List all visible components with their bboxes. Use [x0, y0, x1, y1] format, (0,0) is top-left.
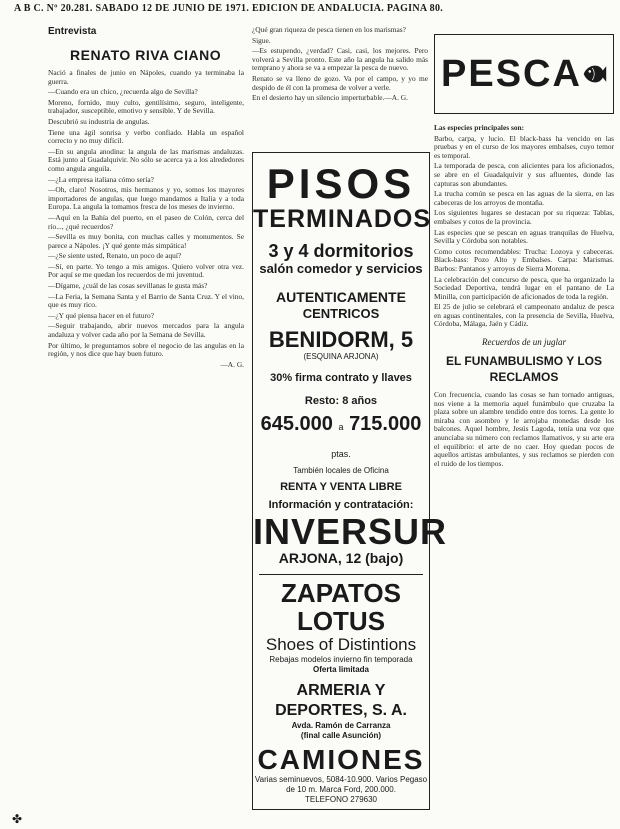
price-to: 715.000: [349, 413, 422, 435]
paragraph: Renato se va lleno de gozo. Va por el campo, y yo me despido de él con la promesa de volver a verle.: [252, 73, 428, 92]
real-estate-advert: [252, 152, 448, 810]
shoes-brand: ZAPATOS LOTUS: [281, 578, 401, 636]
paragraph: Sigue.: [252, 35, 271, 45]
paragraph: —Sí, en parte. Yo tengo a mis amigos. Quiero volver otra vez. Por aquí se me quedan los recuerdos de mi juventud.: [48, 261, 244, 280]
advert-subtitle: TERMINADOS: [253, 205, 432, 233]
advert-quality-sub: CENTRICOS: [302, 306, 380, 321]
paragraph: Las especies que se pescan en aguas tranquilas de Huelva, Sevilla y Córdoba son notables.: [434, 227, 614, 246]
interview-headline: RENATO RIVA CIANO: [70, 47, 222, 63]
trucks-title: CAMIONES: [257, 744, 425, 775]
page-ornament: ✤: [12, 812, 23, 826]
advert-quality: AUTENTICAMENTE: [276, 289, 406, 305]
continuation-column: [252, 26, 428, 105]
advert-rooms-sub: salón comedor y servicios: [259, 261, 423, 276]
price-joiner: a: [338, 422, 344, 432]
story-title: EL FUNAMBULISMO Y LOS RECLAMOS: [445, 354, 602, 385]
paragraph: En el desierto hay un silencio imperturbable.—A. G.: [252, 93, 408, 103]
paragraph: La temporada de pesca, con alicientes para los aficionados, se abre en el Guadalquivir y sus afluentes, donde las capturas son abundantes.: [434, 161, 614, 188]
signature: —A. G.: [220, 359, 244, 369]
fishing-banner: [434, 34, 614, 114]
paragraph: —Aquí en la Bahía del puerto, en el paseo de Colón, cerca del río..., ¿qué recuerdos?: [48, 212, 244, 231]
advert-company-address: ARJONA, 12 (bajo): [278, 550, 404, 566]
fishing-title: PESCA: [441, 52, 582, 95]
paragraph: Moreno, fornido, muy culto, gentilísimo, seguro, inteligente, trabajador, susceptible, emotivo y sensible. Y de Sevilla.: [48, 97, 244, 116]
advert-terms: 30% firma contrato y llaves: [270, 372, 412, 384]
armory-note: (final calle Asunción): [300, 731, 382, 740]
paragraph: Por último, le preguntamos sobre el negocio de las angulas en la región, y nos dice que hay buen futuro.: [48, 340, 244, 359]
paragraph: —¿Se siente usted, Renato, un poco de aquí?: [48, 251, 182, 261]
paragraph: ¿Qué gran riqueza de pesca tienen en los marismas?: [252, 26, 406, 34]
paragraph: —Cuando era un chico, ¿recuerda algo de Sevilla?: [48, 87, 198, 97]
advert-divider: [259, 574, 423, 575]
paragraph: Descubrió su industria de angulas.: [48, 116, 150, 126]
paragraph: —En su angula anodina: la angula de las marismas andaluzas. Está junto al Guadalquivir. No sólo se acerca ya a los alrededores como angula anguila.: [48, 146, 244, 173]
trucks-note: Varias seminuevos, 5084-10.900. Varios Pegaso de 10 m. Marca Ford, 200.000.: [254, 775, 428, 794]
story-text: Con frecuencia, cuando las cosas se han tornado antiguas, nos viene a la memoria aquel funámbulo que cruzaba la plaza sobre un alambre tendido entre dos torres. La gente lo miraba con asombro y le arrojaba monedas desde los balcones. Aquel hombre, Jesús Lagoda, tenía una voz que anunciaba su número con reclamos llamativos, y su arte era el equilibrio: el arte de no caer. Hoy quedan pocos de aquellos artistas ambulantes, y sus reclamos se pierden con el ruido de los tiempos.: [434, 390, 614, 468]
advert-rental: RENTA Y VENTA LIBRE: [280, 481, 402, 493]
advert-company: INVERSUR: [253, 511, 448, 552]
paragraph: La trucha común se pesca en las aguas de la sierra, en las cabeceras de los arroyos de montaña.: [434, 189, 614, 207]
paragraph: Tiene una ágil sonrisa y verbo confiado. Habla un español correcto y no muy difícil.: [48, 127, 244, 146]
paragraph: —Seguir trabajando, abrir nuevos mercados para la angula andaluza y volver cada año por la Semana de Sevilla.: [48, 321, 244, 340]
paragraph: —Sevilla es muy bonita, con muchas calles y monumentos. Se parece a Nápoles. ¡Y qué gente más simpática!: [48, 232, 244, 250]
armory-name: ARMERIA Y DEPORTES, S. A.: [275, 682, 407, 719]
section-label: Entrevista: [48, 26, 97, 37]
paragraph: —La Feria, la Semana Santa y el Barrio de Santa Cruz. Y el vino, que es muy rico.: [48, 291, 244, 310]
paragraph: La celebración del concurso de pesca, que ha organizado la Sociedad Deportiva, tendrá lugar en el pantano de La Minilla, con participación de aficionados de toda la región.: [434, 274, 614, 301]
trucks-phone: TELEFONO 279630: [304, 795, 378, 804]
advert-rooms: 3 y 4 dormitorios: [268, 241, 414, 261]
advert-title: PISOS: [266, 160, 416, 207]
advert-extras: También locales de Oficina: [293, 466, 389, 475]
advert-info: Información y contratación:: [268, 499, 414, 511]
advert-address: BENIDORM, 5: [268, 327, 414, 352]
paragraph: —Oh, claro! Nosotros, mis hermanos y yo, somos los mayores importadores de angulas, que luego mandamos a Italia y a toda Europa. La angula la tomamos fresca de los meses de invierno.: [48, 185, 244, 212]
page-masthead: A B C. Nº 20.281. SABADO 12 DE JUNIO DE 1971. EDICION DE ANDALUCIA. PAGINA 80.: [14, 3, 444, 14]
paragraph: Nació a finales de junio en Nápoles, cuando ya terminaba la guerra.: [48, 68, 244, 86]
paragraph: Como cotos recomendables: Trucha: Lozoya y cabeceras. Black-bass: Pozo Alto y Embalses. Carpa: Marismas. Barbos: Pantanos y arroyos de Sierra Morena.: [434, 246, 614, 273]
paragraph: —¿La empresa italiana cómo sería?: [48, 174, 154, 184]
paragraph: —Es estupendo, ¿verdad? Casi, casi, los mejores. Pero volverá a Sevilla pronto. Este año la angula ha salido más temprano y ahora se va a empezar la pesca de nuevo.: [252, 46, 428, 73]
paragraph: Barbo, carpa, y lucio. El black-bass ha vencido en las pruebas y en el curso de los mayores embalses, cuyo temor es temporal.: [434, 133, 614, 160]
advert-price-range: [253, 412, 429, 466]
price-unit: ptas.: [331, 449, 351, 459]
shoes-offer: Oferta limitada: [312, 665, 369, 674]
advert-address-note: (ESQUINA ARJONA): [303, 352, 379, 361]
paragraph: —Dígame, ¿cuál de las cosas sevillanas le gusta más?: [48, 281, 208, 291]
paragraph: El 25 de julio se celebrará el campeonato andaluz de pesca en aguas continentales, con la presencia de Sevilla, Huelva, Córdoba, Málaga, Jaén y Cádiz.: [434, 302, 614, 329]
shoes-slogan: Shoes of Distintions: [265, 635, 417, 654]
fish-icon: [582, 44, 607, 104]
price-from: 645.000: [260, 413, 333, 435]
shoes-note: Rebajas modelos invierno fin temporada: [269, 655, 413, 664]
interview-column: [48, 26, 244, 816]
species-head: Las especies principales son:: [434, 123, 525, 132]
advert-remainder: Resto: 8 años: [304, 395, 378, 407]
paragraph: Los siguientes lugares se destacan por su riqueza: Tablas, embalses y cotos de la provincia.: [434, 208, 614, 226]
armory-address: Avda. Ramón de Carranza: [291, 721, 391, 730]
fishing-column: [434, 26, 614, 816]
paragraph: —¿Y qué piensa hacer en el futuro?: [48, 310, 155, 320]
memories-label: Recuerdos de un juglar: [482, 337, 566, 348]
